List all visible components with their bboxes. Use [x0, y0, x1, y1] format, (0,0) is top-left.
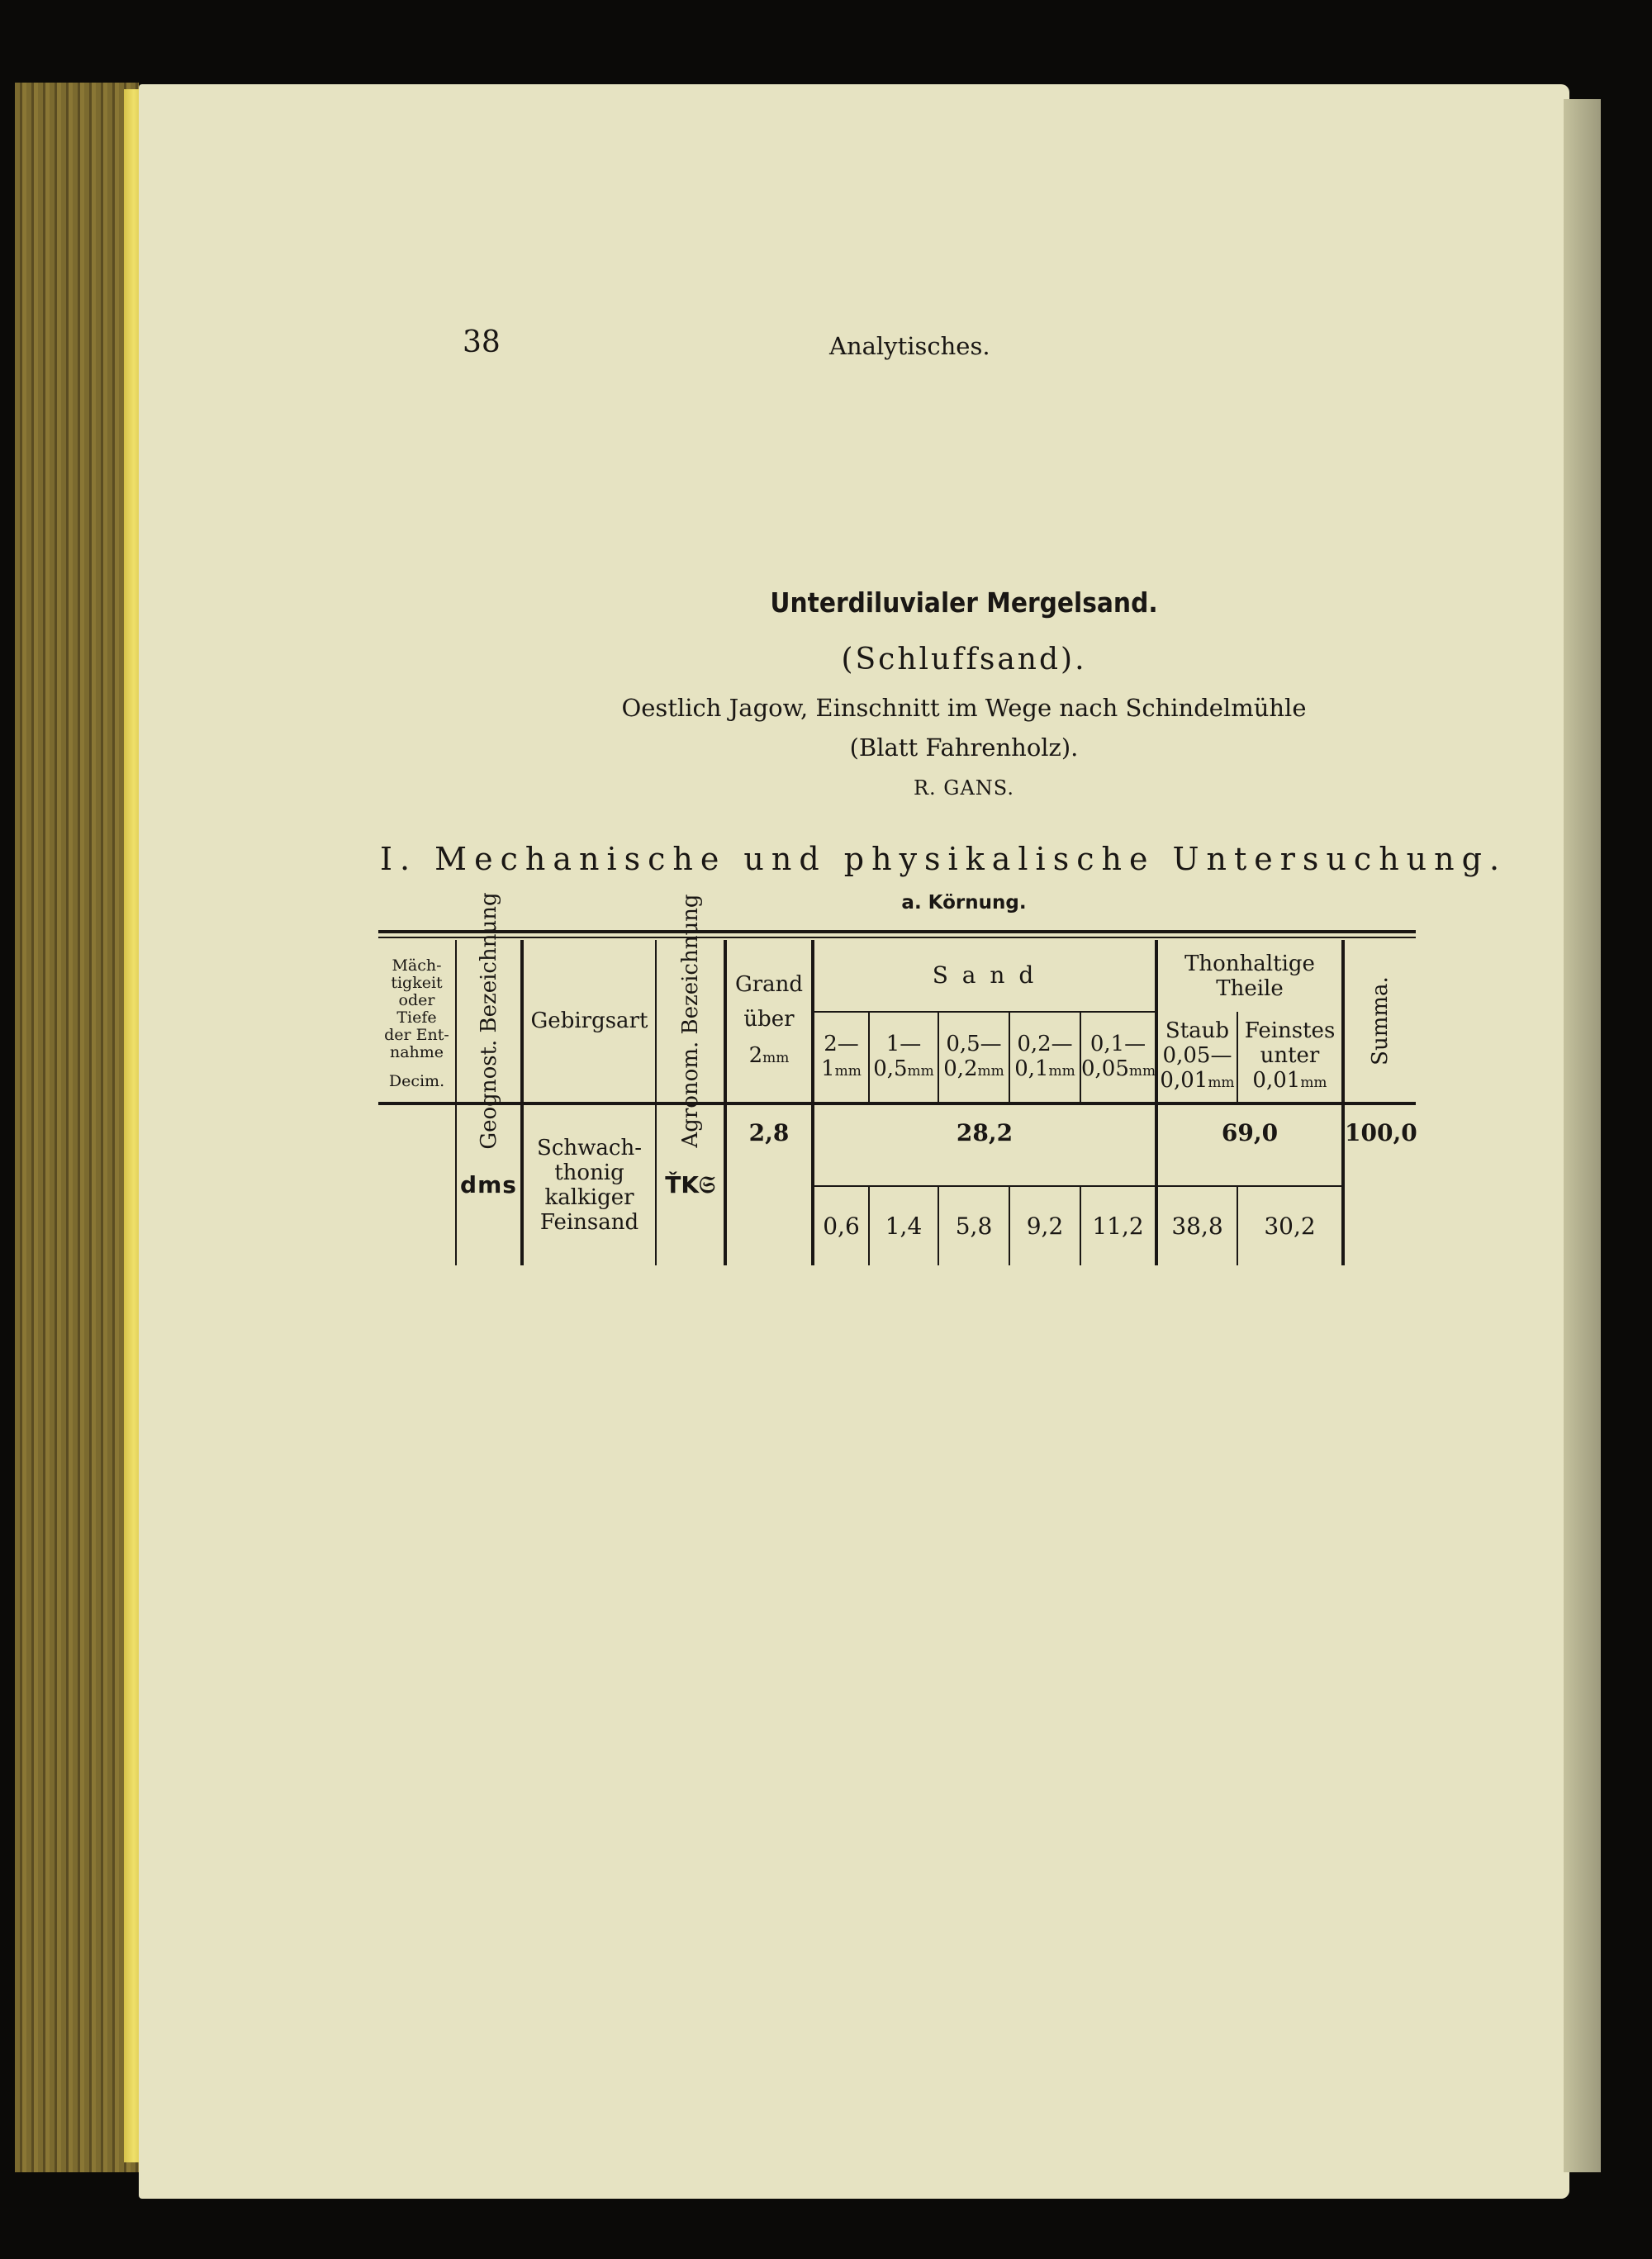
running-head: Analytisches. [829, 332, 990, 360]
header-grand [725, 940, 813, 1102]
sand-col-4-bottom: 0,1 [1014, 1056, 1049, 1081]
cell-sand-3: 5,8 [938, 1186, 1009, 1265]
cell-finest: 30,2 [1237, 1186, 1343, 1265]
header-sand-col-4 [1009, 1012, 1080, 1102]
cell-sand-2: 1,4 [869, 1186, 938, 1265]
depth-unit: Decim. [388, 1071, 445, 1090]
sand-col-3-unit: mm [977, 1062, 1004, 1080]
sand-col-4-unit: mm [1048, 1062, 1075, 1080]
sand-col-2-top: 1— [885, 1031, 922, 1056]
sum-label: Summa. [1368, 976, 1393, 1065]
header-geognost [456, 892, 522, 1150]
depth-label-5: der Ent- [384, 1025, 449, 1044]
dust-unit: mm [1208, 1075, 1235, 1091]
agronom-label: Agronom. Bezeichnung [677, 894, 703, 1148]
cell-geognost: dms [456, 1103, 522, 1265]
dust-top: 0,05— [1162, 1043, 1232, 1068]
header-sand-col-5 [1080, 1012, 1156, 1102]
cell-depth [378, 1103, 456, 1265]
grand-label-2: über [743, 1006, 795, 1032]
sand-col-5-top: 0,1— [1089, 1031, 1146, 1056]
cell-rock [522, 1103, 656, 1265]
author: R. GANS. [913, 776, 1015, 800]
cell-sand-total: 28,2 [813, 1103, 1156, 1186]
header-sand-col-3 [938, 1012, 1009, 1102]
header-rock: Gebirgsart [522, 940, 656, 1102]
sand-col-1-bottom: 1 [821, 1056, 835, 1081]
header-sand: S a n d [813, 940, 1156, 1012]
cell-grand-empty [725, 1186, 813, 1265]
grand-label-1: Grand [734, 971, 804, 997]
section-title: I. Mechanische und physikalische Untersuchung. [380, 841, 1507, 877]
cell-sand-1: 0,6 [813, 1186, 869, 1265]
table-top-rule-thin [378, 937, 1416, 938]
cell-sum: 100,0 [1343, 1103, 1416, 1186]
page-number: 38 [463, 325, 501, 359]
depth-label-4: Tiefe [396, 1008, 437, 1027]
sub-section-title: a. Körnung. [901, 892, 1027, 914]
sand-col-3-bottom: 0,2 [943, 1056, 978, 1081]
finest-unit: mm [1300, 1075, 1327, 1091]
book-edge [15, 83, 139, 2172]
sand-col-1-unit: mm [834, 1062, 862, 1080]
header-depth [378, 940, 456, 1102]
sand-col-1-top: 2— [824, 1031, 859, 1056]
geognost-label: Geognost. Bezeichnung [476, 892, 501, 1150]
rock-line-3: kalkiger [544, 1185, 634, 1210]
header-sum [1343, 940, 1416, 1102]
document-title: Unterdiluvialer Mergelsand. [770, 586, 1158, 619]
finest-bottom: 0,01 [1252, 1068, 1301, 1093]
header-finest [1237, 1012, 1343, 1102]
sand-col-2-unit: mm [907, 1062, 934, 1080]
cell-sum-empty [1343, 1186, 1416, 1265]
rock-line-2: thonig [554, 1160, 624, 1185]
sand-col-3-top: 0,5— [946, 1031, 1002, 1056]
sand-col-4-top: 0,2— [1017, 1031, 1073, 1056]
finest-top: unter [1260, 1043, 1320, 1068]
table-top-rule [378, 930, 1416, 933]
rock-line-4: Feinsand [539, 1210, 639, 1235]
clay-label-1: Thonhaltige [1184, 951, 1315, 976]
grand-unit: mm [762, 1049, 790, 1066]
header-sand-col-2 [869, 1012, 938, 1102]
cell-clay-total: 69,0 [1156, 1103, 1343, 1186]
cell-sand-4: 9,2 [1009, 1186, 1080, 1265]
grand-size: 2 [748, 1042, 763, 1068]
cell-agronom: ŤK𝔖 [656, 1103, 725, 1265]
sand-col-5-unit: mm [1128, 1062, 1156, 1080]
clay-label-2: Theile [1216, 975, 1284, 1001]
rock-line-1: Schwach- [537, 1136, 642, 1160]
map-sheet: (Blatt Fahrenholz). [849, 733, 1079, 762]
cell-grand: 2,8 [725, 1103, 813, 1186]
header-sand-col-1 [813, 1012, 869, 1102]
dust-label: Staub [1165, 1018, 1230, 1043]
document-subtitle: (Schluffsand). [841, 643, 1087, 676]
header-clay [1156, 940, 1343, 1012]
header-agronom [656, 894, 725, 1148]
depth-label-2: tigkeit [391, 973, 443, 992]
page-right-edge [1564, 99, 1601, 2172]
depth-label-6: nahme [389, 1042, 444, 1061]
depth-label-3: oder [398, 990, 435, 1009]
sample-location: Oestlich Jagow, Einschnitt im Wege nach Schindelmühle [621, 694, 1307, 722]
finest-label: Feinstes [1244, 1018, 1336, 1043]
cell-sand-5: 11,2 [1080, 1186, 1156, 1265]
depth-label-1: Mäch- [392, 956, 442, 975]
sand-col-5-bottom: 0,05 [1081, 1056, 1129, 1081]
sand-col-2-bottom: 0,5 [873, 1056, 908, 1081]
dust-bottom: 0,01 [1160, 1068, 1208, 1093]
header-dust [1156, 1012, 1237, 1102]
cell-dust: 38,8 [1156, 1186, 1237, 1265]
